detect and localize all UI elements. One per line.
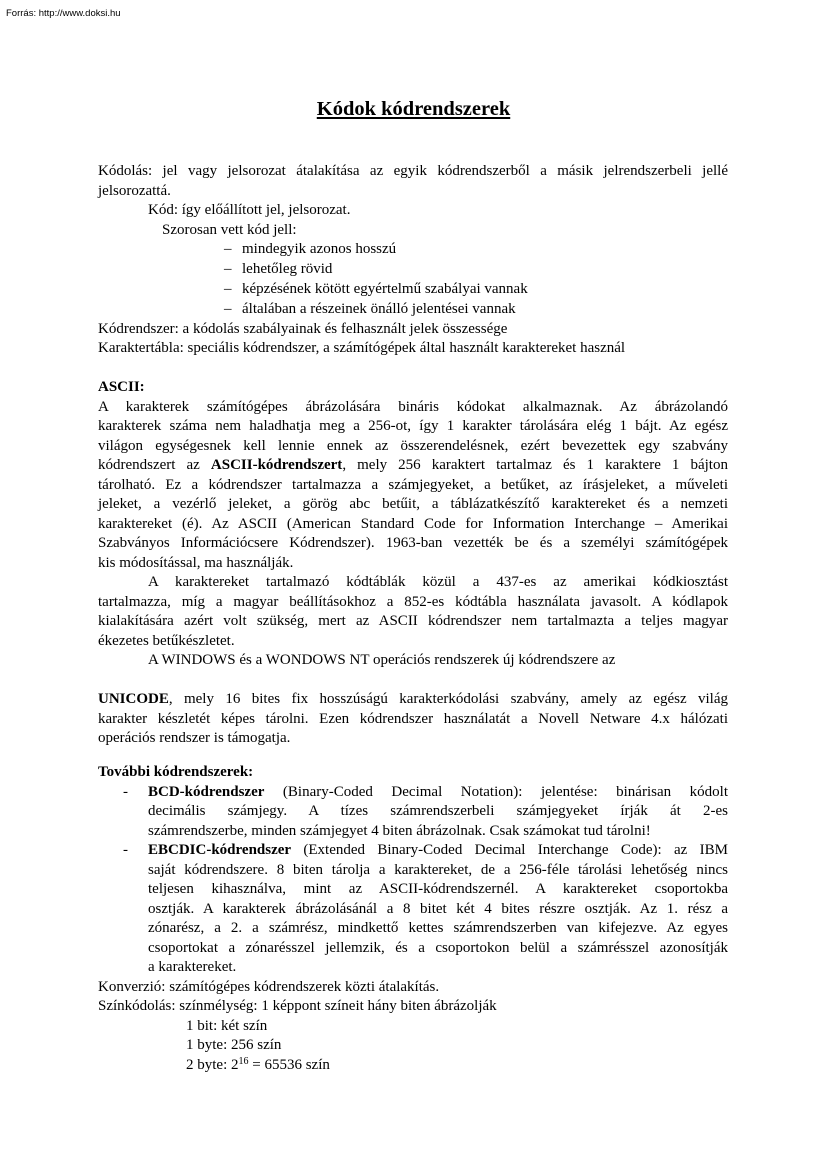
- ascii-paragraph-line: Szabványos Információcsere Kódrendszer). 1963-ban vezették be és a személyi számítógépek: [98, 535, 728, 551]
- bullet-dash-icon: –: [224, 261, 232, 277]
- szinkodolas-definition: Színkódolás: színmélység: 1 képpont színeit hány biten ábrázolják: [98, 998, 497, 1014]
- ebcdic-term: EBCDIC-kódrendszer: [148, 842, 292, 858]
- exponent: 16: [238, 1055, 249, 1067]
- bcd-term: BCD-kódrendszer: [148, 783, 265, 800]
- further-codes-heading: További kódrendszerek:: [98, 764, 254, 780]
- color-depth-item: [186, 1056, 330, 1076]
- ebcdic-line: [148, 841, 728, 861]
- ebcdic-line: osztják. A karakterek ábrázolásánál a 8 bitet két 4 bites részre osztják. Az 1. rész a: [148, 900, 728, 917]
- ebcdic-text: (Extended Binary-Coded Decimal Interchange Code): az IBM: [291, 842, 728, 858]
- ebcdic-line: saját kódrendszere. 8 biten tárolja a karaktereket, de a 256-féle tárolási lehetőség nincs: [148, 861, 728, 878]
- unicode-term: UNICODE: [98, 691, 169, 707]
- list-item: lehetőleg rövid: [242, 261, 333, 277]
- konverzio-definition: Konverzió: számítógépes kódrendszerek közti átalakítás.: [98, 978, 440, 995]
- kod-definition: Kód: így előállított jel, jelsorozat.: [148, 202, 351, 218]
- ebcdic-line: a karaktereket.: [148, 959, 237, 975]
- ascii-paragraph-line: világon egységesnek kell lennie ennek az összerendelésnek, ezért bevezettek egy szabvány: [98, 437, 728, 454]
- codepage-paragraph-line: tartalmazza, míg a magyar beállításokhoz a 852-es kódtábla használata javasolt. A kódlapok: [98, 593, 728, 610]
- ascii-paragraph-line: A karakterek számítógépes ábrázolására bináris kódokat alkalmaznak. Az ábrázolandó: [98, 398, 728, 415]
- kodolas-definition-cont: jelsorozattá.: [98, 182, 171, 199]
- ascii-term: ASCII-kódrendszert: [210, 457, 343, 473]
- bcd-text: (Binary-Coded Decimal Notation): jelentése: binárisan kódolt: [264, 783, 728, 800]
- ebcdic-line: zónarész, a 2. a számrész, mindkettő kettes számrendszerben van kifejezve. Az egyes: [148, 920, 728, 936]
- list-item: mindegyik azonos hosszú: [242, 241, 397, 257]
- list-item: képzésének kötött egyértelmű szabályai vannak: [242, 281, 528, 297]
- dash-bullet-icon: -: [123, 783, 128, 800]
- bullet-dash-icon: –: [224, 301, 232, 317]
- ascii-heading: ASCII:: [98, 379, 145, 395]
- ascii-text: kódrendszert az: [98, 457, 211, 473]
- windows-line: A WINDOWS és a WONDOWS NT operációs rendszerek új kódrendszere az: [148, 652, 616, 668]
- bullet-dash-icon: –: [224, 241, 232, 257]
- ascii-paragraph-line: tárolható. Ez a kódrendszer tartalmazza a számjegyeket, a betűket, az írásjeleket, a műveleti: [98, 476, 728, 493]
- bcd-line: számrendszerbe, minden számjegyet 4 biten ábrázolnak. Csak számokat tud tárolni!: [148, 822, 651, 839]
- ascii-paragraph-line: jeleket, a vezérlő jeleket, a görög abc betűit, a táblázatkészítő karaktereket és a nemzeti: [98, 496, 728, 512]
- codepage-paragraph-line: kialakítására azért volt szükség, mert az ASCII kódrendszer nem tartalmazta a teljes magyar: [98, 613, 728, 629]
- kodolas-definition-line: Kódolás: jel vagy jelsorozat átalakítása az egyik kódrendszerből a másik jelrendszerbeli jellé: [98, 163, 728, 179]
- ascii-paragraph-line: karakterek száma nem haladhatja meg a 256-ot, így 1 karakter tárolására elég 1 bájt. Az egész: [98, 418, 728, 434]
- codepage-paragraph-line: A karaktereket tartalmazó kódtáblák közül a 437-es az amerikai kódkiosztást: [148, 574, 728, 590]
- color-depth-text: 2 byte: 2: [186, 1056, 239, 1073]
- dash-bullet-icon: -: [123, 842, 128, 858]
- unicode-text: , mely 16 bites fix hosszúságú karakterkódolási szabvány, amely az egész világ: [168, 691, 728, 707]
- codepage-paragraph-line: ékezetes betűkészletet.: [98, 632, 235, 649]
- ascii-paragraph-line: kis módosítással, ma használják.: [98, 554, 294, 571]
- color-depth-item: 1 byte: 256 szín: [186, 1037, 282, 1053]
- list-item: általában a részeinek önálló jelentései vannak: [242, 301, 516, 317]
- unicode-paragraph-line: [98, 690, 728, 710]
- source-note: Forrás: http://www.doksi.hu: [6, 8, 121, 19]
- ascii-paragraph-line: karaktereket (é). Az ASCII (American Standard Code for Information Interchange – Amerikai: [98, 515, 728, 532]
- szorosan-heading: Szorosan vett kód jell:: [162, 221, 297, 238]
- kodrendszer-definition: Kódrendszer: a kódolás szabályainak és felhasznált jelek összessége: [98, 320, 508, 337]
- karaktertabla-definition: Karaktertábla: speciális kódrendszer, a számítógépek által használt karaktereket használ: [98, 340, 626, 356]
- bcd-line: decimális számjegy. A tízes számrendszerbeli számjegyeket írják át 2-es: [148, 803, 728, 819]
- unicode-paragraph-line: karakter készletét képes tárolni. Ezen kódrendszer használatát a Novell Netware 4.x hálózati: [98, 710, 728, 727]
- unicode-paragraph-line: operációs rendszer is támogatja.: [98, 730, 291, 746]
- ebcdic-line: teljesen kihasználva, mint az ASCII-kódrendszernél. A karaktereket csoportokba: [148, 881, 728, 897]
- bullet-dash-icon: –: [224, 281, 232, 297]
- ebcdic-line: csoportokat a zónarésszel jellemzik, és a csoportokon belül a számrésszel azonosítják: [148, 939, 728, 956]
- ascii-text: , mely 256 karaktert tartalmaz és 1 karaktere 1 bájton: [342, 457, 728, 473]
- color-depth-item: 1 bit: két szín: [186, 1017, 268, 1034]
- ascii-paragraph-line: [98, 456, 728, 476]
- page-title: Kódok kódrendszerek: [316, 98, 511, 120]
- bcd-line: [148, 783, 728, 803]
- color-depth-text: = 65536 szín: [248, 1056, 330, 1073]
